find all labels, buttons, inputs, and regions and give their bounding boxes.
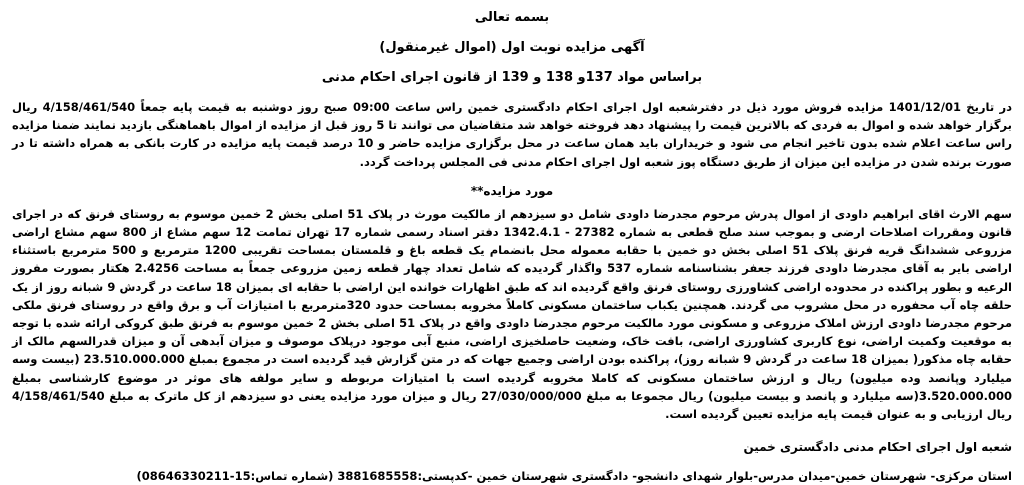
subject-heading: مورد مزایده** — [470, 183, 554, 198]
bismillah-heading: بسمه تعالی — [474, 10, 550, 25]
intro-paragraph: در تاریخ 1401/12/01 مزایده فروش مورد ذیل در دفترشعبه اول اجرای احکام دادگستری خمین راس ساعت 09:00 صبح روز دوشنبه به قیمت پایه جمعاً 4/158/461/540 ریال برگزار خواهد شده و اموال به فردی که بالاترین قیمت را پیشنهاد دهد فروخته خواهد شد متقاضیان می توانند تا 5 روز قبل از مزایده از اموال باهماهنگی بازدید نمایند ضمنا مزایده راس ساعت اعلام شده بدون تاخیر انجام می شود و خریداران باید همان ساعت در محل برگزاری مزایده حاضر و 10 درصد قیمت پایه مزایده در کارت بانکی به همراه داشته تا در صورت برنده شدن در مزایده این میزان از طریق دستگاه پوز شعبه اول اجرای احکام مدنی فی المجلس پرداخت گردد. — [12, 100, 1013, 169]
notice-title: آگهی مزایده نوبت اول (اموال غیرمنقول) — [379, 40, 645, 55]
contact-address: استان مرکزی- شهرستان خمین-میدان مدرس-بلوار شهدای دانشجو- دادگستری شهرستان خمین -کدپستی:3881685558 (شماره تماس:15-08646330211) — [136, 469, 1012, 484]
department-signature: شعبه اول اجرای احکام مدنی دادگستری خمین — [743, 440, 1012, 455]
subject-description-paragraph: سهم الارث اقای ابراهیم داودی از اموال پدرش مرحوم مجدرضا داودی شامل دو سیزدهم از مالکیت مورث در پلاک 51 اصلی بخش 2 خمین موسوم به روستای فرنق که در اجرای قانون ومقررات اصلاحات ارضی و بموجب سند صلح قطعی به شماره 27382 - 1342.4.1 دفتر اسناد رسمی شماره 17 تهران تمامت 12 سهم مشاع از 800 سهم مشاع اراضی مزروعی ششدانگ قریه فرنق پلاک 51 اصلی بخش دو خمین با حقابه معموله محل بانضمام یک قطعه باغ و قلمستان بمساحت تقریبی 1200 مترمربع و 500 مترمربع باستثناء اراضی بایر به آقای مجدرضا داودی فرزند جعفر بشناسنامه شماره 537 واگذار گردیده که شامل تعداد چهار قطعه زمین مزروعی جمعاً به مساحت 2.4256 هکتار بصورت مفروز الرعیه و بطور پراکنده در محدوده اراضی کشاورزی روستای فرنق واقع گردیده اند که طبق اظهارات خوانده این اراضی با حقابه ای بمیزان 18 ساعت در گردش 9 شبانه روز از یک حلقه چاه آب محفوره در محل مشروب می گردند. همچنین یکباب ساختمان مسکونی کاملاً مخروبه بمساحت حدود 320مترمربع با امتیازات آب و برق واقع در روستای فرنق ملکی مرحوم مجدرضا داودی ارزش املاک مزروعی و مسکونی مورد مالکیت مرحوم مجدرضا داودی واقع در پلاک 51 اصلی بخش 2 خمین موسوم به فرنق طبق کروکی ارائه شده با توجه به موقعیت وکمیت اراضی، نوع کاربری کشاورزی اراضی، بافت خاک، وضعیت حاصلخیزی اراضی، منبع آبی موجود درپلاک موصوف و میزان آبدهی آن و میزان قدرالسهم مالک از حقابه چاه مذکور( بمیزان 18 ساعت در گردش 9 شبانه روز)، پراکنده بودن اراضی وجمیع جهات که در متن گزارش قید گردیده است در مجموع بمبلغ 23.510.000.000 (بیست وسه میلیارد وپانصد وده میلیون) ریال و ارزش ساختمان مسکونی که کاملا مخروبه گردیده است با امتیازات مربوطه و سایر مولفه های موثر در موضوع کارشناسی بمبلغ 3.520.000.000(سه میلیارد و پانصد و بیست میلیون) ریال مجموعا به مبلغ 27/030/000/000 ریال و میزان مورد مزایده یعنی دو سیزدهم از کل ماترک به مبلغ 4/158/461/540 ریال ارزیابی و به عنوان قیمت پایه مزایده تعیین گردیده است. — [12, 206, 1013, 422]
law-basis-line: براساس مواد 137و 138 و 139 از قانون اجرای احکام مدنی — [321, 70, 703, 85]
